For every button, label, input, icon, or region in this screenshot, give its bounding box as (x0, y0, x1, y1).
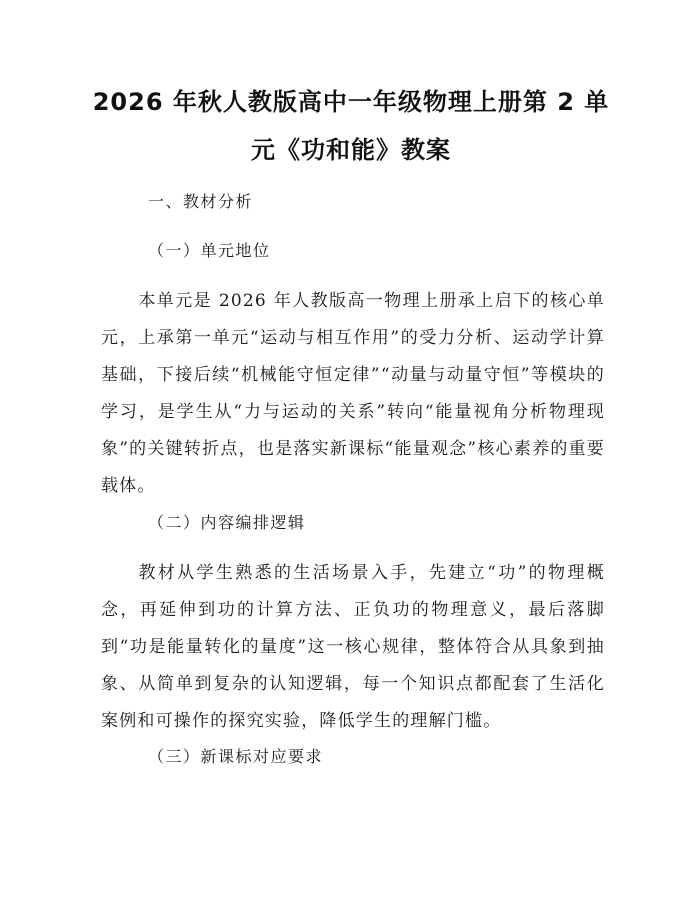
paragraph-content-logic: 教材从学生熟悉的生活场景入手，先建立“功”的物理概念，再延伸到功的计算方法、正负功的物理意义，最后落脚到“功是能量转化的量度”这一核心规律，整体符合从具象到抽象、从简单到复杂的认知逻辑，每一个知识点都配套了生活化案例和可操作的探究实验，降低学生的理解门槛。 (101, 563, 605, 731)
document-title (80, 78, 622, 174)
section-heading-textbook-analysis: 一、教材分析 (148, 192, 254, 211)
subsection-heading-curriculum-requirements: （三）新课标对应要求 (148, 747, 324, 766)
document-title-line-1: 2026 年秋人教版高中一年级物理上册第 2 单 (92, 88, 610, 116)
paragraph-unit-position: 本单元是 2026 年人教版高一物理上册承上启下的核心单元，上承第一单元“运动与相互作用”的受力分析、运动学计算基础，下接后续“机械能守恒定律”“动量与动量守恒”等模块的学习，是学生从“力与运动的关系”转向“能量视角分析物理现象”的关键转折点，也是落实新课标“能量观念”核心素养的重要载体。 (101, 291, 605, 496)
subsection-heading-unit-position: （一）单元地位 (148, 241, 271, 260)
subsection-heading-content-logic: （二）内容编排逻辑 (148, 513, 306, 532)
document-title-line-2: 元《功和能》教案 (251, 136, 451, 164)
